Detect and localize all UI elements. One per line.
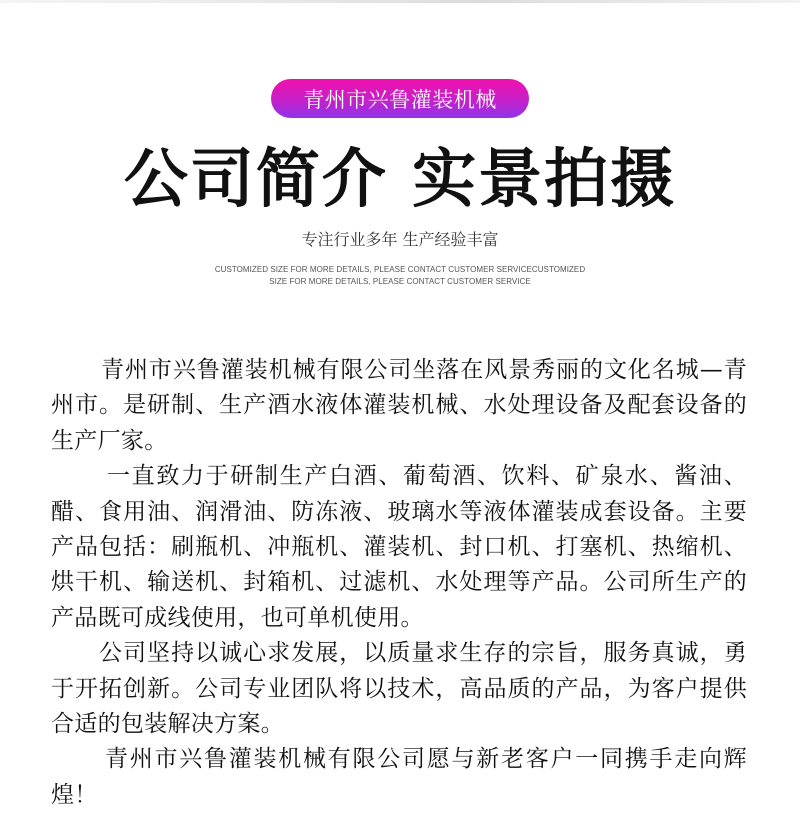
company-introduction-body [51, 353, 747, 813]
company-name-badge [271, 79, 529, 118]
english-note-line-2: SIZE FOR MORE DETAILS, PLEASE CONTACT CUSTOMER SERVICE [269, 277, 531, 286]
intro-paragraph-products: 一直致力于研制生产白酒、葡萄酒、饮料、矿泉水、酱油、醋、食用油、润滑油、防冻液、玻璃水等液体灌装成套设备。主要产品包括：刷瓶机、冲瓶机、灌装机、封口机、打塞机、热缩机、烘干机、输送机、封箱机、过滤机、水处理等产品。公司所生产的产品既可成线使用，也可单机使用。 [51, 463, 747, 631]
intro-paragraph-closing: 青州市兴鲁灌装机械有限公司愿与新老客户一同携手走向辉煌！ [51, 746, 747, 808]
page-subtitle: 专注行业多年 生产经验丰富 [301, 230, 499, 249]
company-name-badge-label: 青州市兴鲁灌装机械 [303, 87, 497, 112]
english-note [210, 264, 590, 288]
top-divider-strip [0, 0, 800, 3]
page-title: 公司简介 实景拍摄 [123, 143, 677, 217]
intro-paragraph-location: 青州市兴鲁灌装机械有限公司坐落在风景秀丽的文化名城—青州市。是研制、生产酒水液体灌装机械、水处理设备及配套设备的生产厂家。 [51, 357, 747, 454]
english-note-line-1: CUSTOMIZED SIZE FOR MORE DETAILS, PLEASE CONTACT CUSTOMER SERVICECUSTOMIZED [214, 265, 586, 274]
intro-paragraph-philosophy: 公司坚持以诚心求发展，以质量求生存的宗旨，服务真诚，勇于开拓创新。公司专业团队将以技术，高品质的产品，为客户提供合适的包装解决方案。 [51, 640, 747, 738]
